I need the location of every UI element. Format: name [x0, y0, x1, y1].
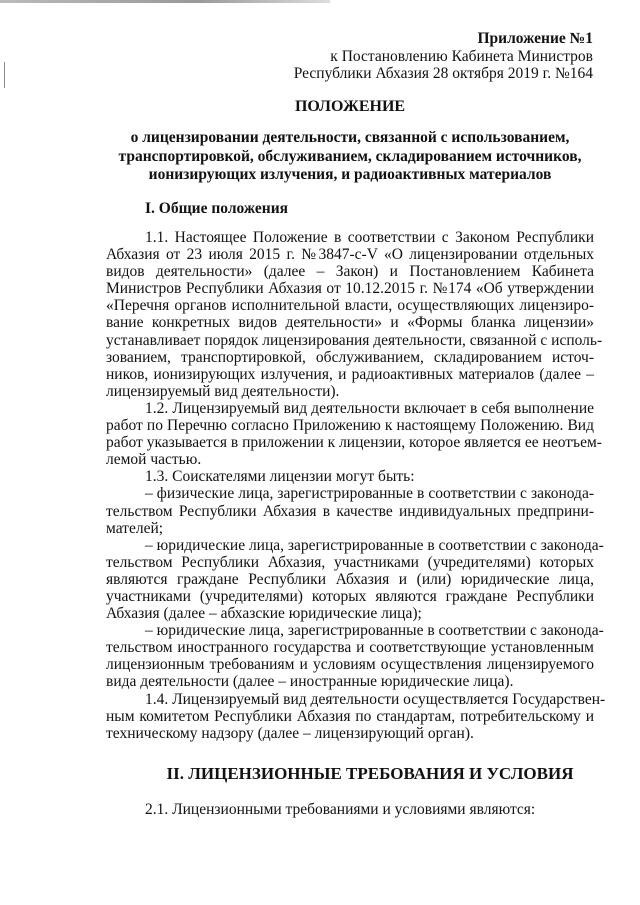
paragraph-line: устанавливает порядок лицензирования деятельности, связанной с исполь-: [106, 331, 603, 349]
subtitle-line: ионизирующих излучения, и радиоактивных материалов: [148, 166, 552, 183]
paragraph-2-1: 2.1. Лицензионными требованиями и условиями являются:: [145, 801, 536, 818]
paragraph-line: вание конкретных видов деятельности» и «Формы бланка лицензии»: [106, 314, 594, 332]
document-subtitle: [106, 129, 594, 185]
paragraph: [106, 622, 604, 691]
section-2-heading: II. ЛИЦЕНЗИОННЫЕ ТРЕБОВАНИЯ И УСЛОВИЯ: [166, 764, 574, 783]
paragraph-line: 1.4. Лицензируемый вид деятельности осуществляется Государствен-: [145, 690, 606, 708]
paragraph-line: Абхазия от 23 июля 2015 г. №3847-с-V «О лицензировании отдельных: [106, 246, 594, 264]
paragraph-line: тельством иностранного государства и соответствующие установленным: [106, 639, 594, 657]
scan-artifact-top: [0, 0, 330, 3]
paragraph-line: работ указывается в приложении к лицензии, которое является ее неотъем-: [106, 434, 602, 452]
paragraph-line: лемой частью.: [106, 451, 202, 469]
scan-artifact-left: [4, 62, 5, 88]
paragraph-line: 1.1. Настоящее Положение в соответствии с Законом Республики: [145, 229, 594, 246]
paragraph-line: «Перечня органов исполнительной власти, осуществляющих лицензиро-: [106, 297, 594, 315]
paragraph: [106, 485, 594, 536]
paragraph-line: тельством Республики Абхазия в качестве индивидуальных предприни-: [106, 502, 594, 520]
subtitle-line: о лицензировании деятельности, связанной с использованием,: [130, 129, 570, 146]
paragraph: [106, 229, 603, 400]
paragraph-line: ников, ионизирующих излучения, и радиоактивных материалов (далее –: [106, 365, 594, 383]
paragraph-line: – юридические лица, зарегистрированные в соответствии с законода-: [145, 536, 604, 554]
paragraph: [106, 468, 594, 485]
document-title: ПОЛОЖЕНИЕ: [294, 98, 406, 115]
paragraph-line: видов деятельности» (далее – Закон) и Постановлением Кабинета: [106, 263, 594, 281]
paragraph-line: работ по Перечню согласно Приложению к настоящему Положению. Вид: [106, 417, 594, 435]
paragraph-line: лицензируемый вид деятельности).: [106, 382, 340, 400]
paragraph-line: зованием, транспортировкой, обслуживанием, складированием источ-: [106, 348, 594, 366]
paragraph-line: техническому надзору (далее – лицензирующий орган).: [106, 724, 474, 742]
appendix-date: Республики Абхазия 28 октября 2019 г. №164: [293, 65, 593, 82]
section-1-heading: I. Общие положения: [145, 200, 289, 217]
paragraph-line: 1.3. Соискателями лицензии могут быть:: [145, 468, 415, 486]
paragraph-line: тельством Республики Абхазия, участниками (учредителями) которых: [106, 553, 594, 571]
appendix-number: Приложение №1: [477, 30, 593, 47]
paragraph-line: являются граждане Республики Абхазия и (или) юридические лица,: [106, 570, 594, 588]
paragraph-line: 1.2. Лицензируемый вид деятельности включает в себя выполнение: [145, 399, 594, 417]
paragraph-line: мателей;: [106, 519, 164, 537]
subtitle-line: транспортировкой, обслуживанием, складированием источников,: [118, 147, 582, 165]
paragraph: [106, 690, 606, 742]
paragraph-line: лицензионным требованиям и условиям осуществления лицензируемого: [106, 656, 594, 674]
paragraph-line: участниками (учредителями) которых являются граждане Республики: [106, 587, 594, 605]
paragraph-line: вида деятельности (далее – иностранные юридические лица).: [106, 673, 514, 691]
appendix-reference: к Постановлению Кабинета Министров: [330, 48, 593, 65]
paragraph: [106, 536, 604, 623]
paragraph: [106, 399, 602, 469]
paragraph-line: ным комитетом Республики Абхазия по стандартам, потребительскому и: [106, 707, 594, 725]
paragraph-line: – юридические лица, зарегистрированные в соответствии с законода-: [145, 622, 604, 640]
paragraph-line: Абхазия (далее – абхазские юридические лица);: [106, 605, 422, 623]
section-1-body: [106, 229, 606, 742]
paragraph-line: – физические лица, зарегистрированные в соответствии с законода-: [145, 485, 594, 503]
paragraph-line: Министров Республики Абхазия от 10.12.2015 г. №174 «Об утверждении: [106, 280, 594, 298]
